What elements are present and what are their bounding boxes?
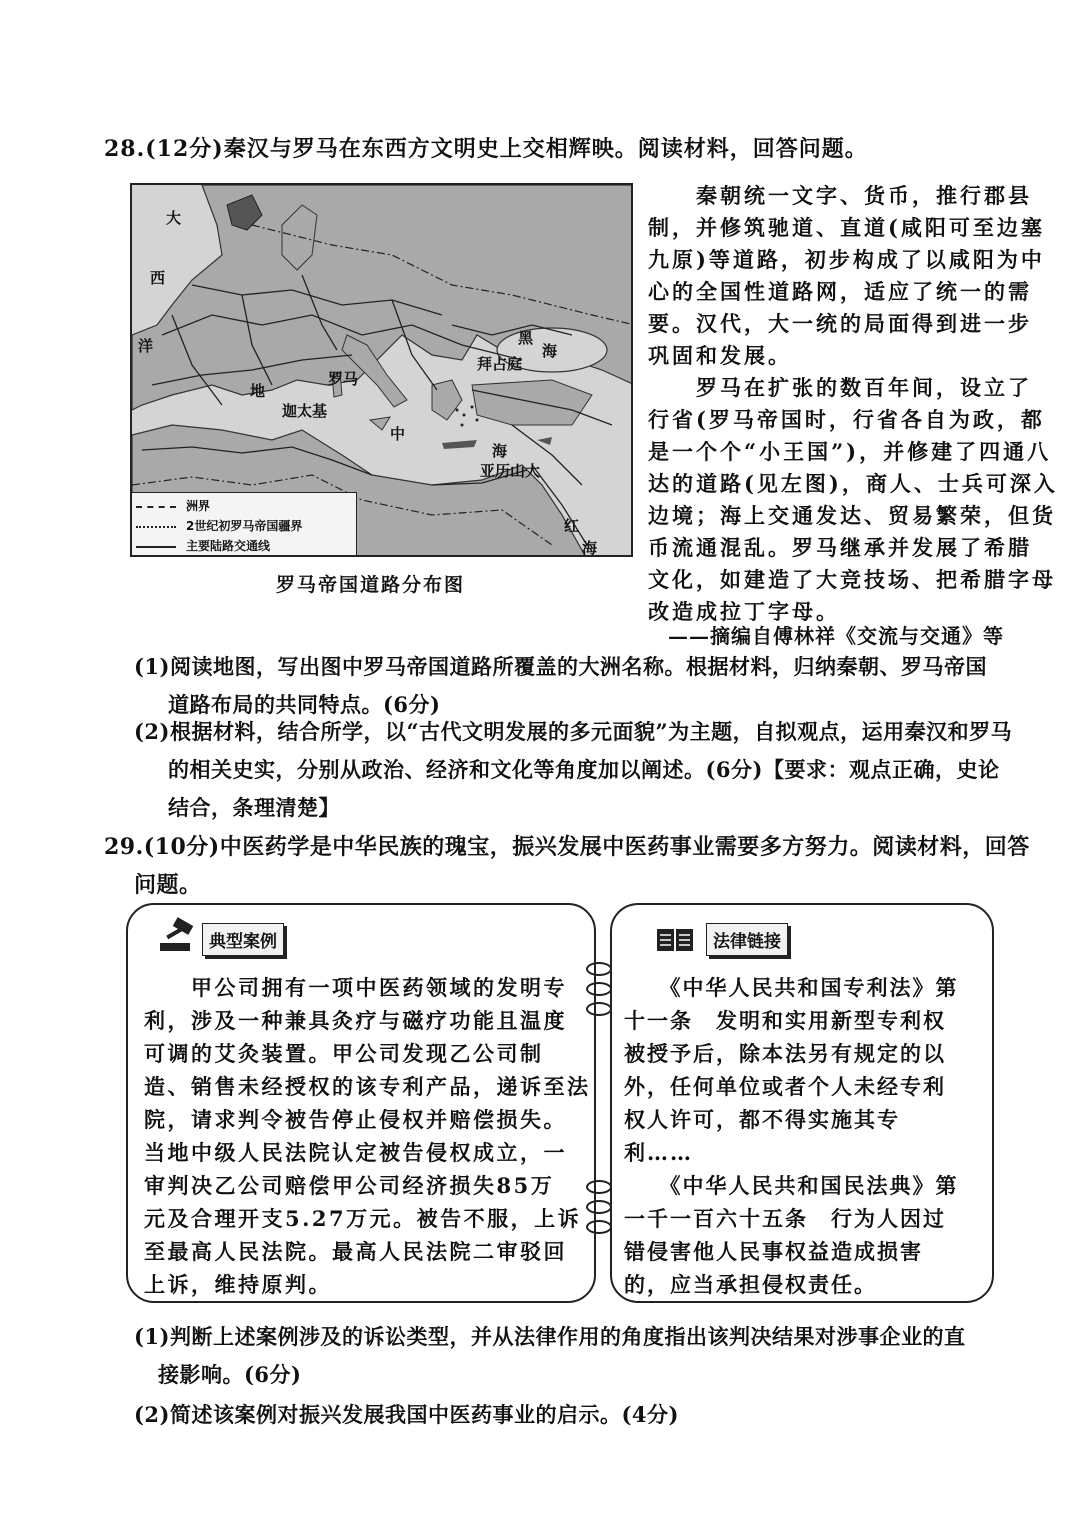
case-line: 院，请求判令被告停止侵权并赔偿损失。 — [144, 1107, 567, 1132]
sub-line: 结合，条理清楚】 — [168, 795, 340, 820]
q28-material — [648, 180, 1058, 628]
material-line: 改造成拉丁字母。 — [648, 599, 840, 624]
case-line: 利，涉及一种兼具灸疗与磁疗功能且温度 — [144, 1008, 567, 1033]
material-line: 制，并修筑驰道、直道(咸阳可至边塞 — [648, 215, 1045, 240]
q29-title-line: 问题。 — [134, 872, 202, 898]
sub-line: 道路布局的共同特点。(6分) — [168, 692, 441, 717]
sub-line: 的相关史实，分别从政治、经济和文化等角度加以阐述。(6分)【要求：观点正确，史论 — [168, 757, 1000, 782]
material-line: 要。汉代，大一统的局面得到进一步 — [648, 311, 1032, 336]
map-caption: 罗马帝国道路分布图 — [276, 574, 466, 596]
law-line: 《中华人民共和国民法典》第 — [624, 1173, 959, 1198]
law-line: 权人许可，都不得实施其专 — [624, 1107, 900, 1132]
map-label-zhong: 中 — [390, 425, 406, 443]
case-line: 上诉，维持原判。 — [144, 1272, 332, 1297]
map-label-hai-black: 海 — [542, 342, 558, 360]
map-label-hei: 黑 — [518, 329, 534, 347]
map-label-hai-red: 海 — [582, 539, 598, 557]
legend-continent-border: 洲界 — [136, 497, 210, 514]
sub-line: (1)阅读地图，写出图中罗马帝国道路所覆盖的大洲名称。根据材料，归纳秦朝、罗马帝国 — [134, 654, 987, 679]
law-line: 利…… — [624, 1140, 693, 1165]
q29-sub2 — [134, 1396, 679, 1434]
sub-line: (2)简述该案例对振兴发展我国中医药事业的启示。(4分) — [134, 1402, 679, 1427]
sub-line: 接影响。(6分) — [158, 1362, 302, 1387]
map-label-di: 地 — [250, 382, 266, 400]
case-line: 可调的艾灸装置。甲公司发现乙公司制 — [144, 1041, 544, 1066]
law-line: 的，应当承担侵权责任。 — [624, 1272, 877, 1297]
law-heading: 法律链接 — [706, 923, 788, 956]
map-label-yang: 洋 — [138, 337, 154, 355]
material-line: 文化，如建造了大竞技场、把希腊字母 — [648, 567, 1056, 592]
map-label-yalishanda: 亚历山大 — [480, 462, 541, 480]
law-text — [624, 971, 959, 1301]
legend-roads: 主要陆路交通线 — [136, 537, 270, 554]
roman-road-map — [130, 183, 633, 557]
map-legend — [132, 492, 357, 557]
law-card — [610, 903, 994, 1303]
q28-title: 28.(12分)秦汉与罗马在东西方文明史上交相辉映。阅读材料，回答问题。 — [104, 136, 868, 162]
material-line: 边境；海上交通发达、贸易繁荣，但货 — [648, 503, 1056, 528]
map-label-da: 大 — [166, 209, 182, 227]
material-line: 币流通混乱。罗马继承并发展了希腊 — [648, 535, 1032, 560]
material-line: 巩固和发展。 — [648, 343, 792, 368]
law-line: 《中华人民共和国专利法》第 — [624, 975, 959, 1000]
gavel-icon — [156, 917, 200, 957]
law-line: 十一条 发明和实用新型专利权 — [624, 1008, 946, 1033]
map-label-jiataiji: 迦太基 — [282, 402, 328, 420]
material-line: 心的全国性道路网，适应了统一的需 — [648, 279, 1032, 304]
book-icon — [656, 927, 694, 953]
legend-empire-border: 2世纪初罗马帝国疆界 — [136, 517, 302, 534]
material-line: 九原)等道路，初步构成了以咸阳为中 — [648, 247, 1045, 272]
case-heading: 典型案例 — [202, 923, 284, 956]
case-card — [126, 903, 596, 1303]
map-label-xi: 西 — [150, 269, 166, 287]
material-line: 达的道路(见左图)，商人、士兵可深入 — [648, 471, 1058, 496]
case-line: 至最高人民法院。最高人民法院二审驳回 — [144, 1239, 567, 1264]
map-label-hai-med: 海 — [492, 442, 508, 460]
q29-sub1 — [134, 1318, 965, 1394]
q29-title — [104, 828, 1030, 904]
case-text — [144, 971, 591, 1301]
material-line: 罗马在扩张的数百年间，设立了 — [648, 375, 1032, 400]
law-line: 一千一百六十五条 行为人因过 — [624, 1206, 946, 1231]
case-line: 当地中级人民法院认定被告侵权成立，一 — [144, 1140, 567, 1165]
material-line: 是一个个“小王国”)，并修建了四通八 — [648, 439, 1052, 464]
map-label-hong: 红 — [564, 517, 580, 535]
case-line: 审判决乙公司赔偿甲公司经济损失85万 — [144, 1173, 555, 1198]
case-line: 元及合理开支5.27万元。被告不服，上诉 — [144, 1206, 582, 1231]
q28-sub2 — [134, 713, 1012, 827]
law-line: 外，任何单位或者个人未经专利 — [624, 1074, 946, 1099]
q29-title-line: 29.(10分)中医药学是中华民族的瑰宝，振兴发展中医药事业需要多方努力。阅读材料，回答 — [104, 834, 1030, 860]
sub-line: (2)根据材料，结合所学，以“古代文明发展的多元面貌”为主题，自拟观点，运用秦汉和罗马 — [134, 719, 1013, 744]
map-label-luoma: 罗马 — [328, 370, 359, 388]
map-label-baizhanting: 拜占庭 — [477, 355, 523, 373]
material-line: 秦朝统一文字、货币，推行郡县 — [648, 183, 1032, 208]
q28-source: ——摘编自傅林祥《交流与交通》等 — [668, 624, 1004, 648]
law-line: 被授予后，除本法另有规定的以 — [624, 1041, 946, 1066]
sub-line: (1)判断上述案例涉及的诉讼类型，并从法律作用的角度指出该判决结果对涉事企业的直 — [134, 1324, 966, 1349]
case-line: 造、销售未经授权的该专利产品，递诉至法 — [144, 1074, 591, 1099]
law-line: 错侵害他人民事权益造成损害 — [624, 1239, 923, 1264]
case-line: 甲公司拥有一项中医药领域的发明专 — [144, 975, 567, 1000]
material-line: 行省(罗马帝国时，行省各自为政，都 — [648, 407, 1045, 432]
